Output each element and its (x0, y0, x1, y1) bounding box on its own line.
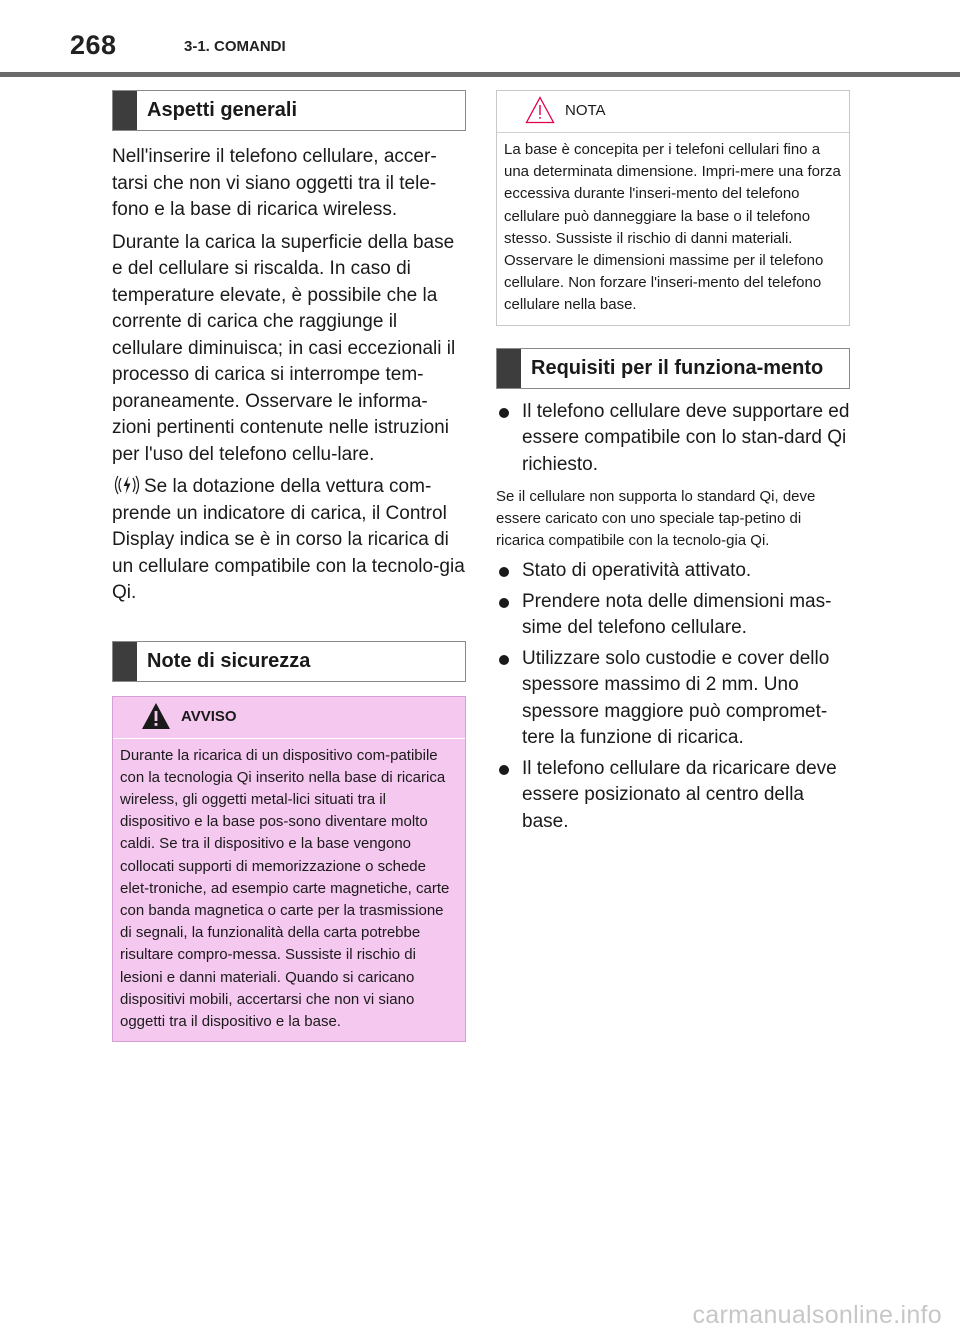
section-heading-requisiti (496, 348, 850, 389)
page-number: 268 (70, 30, 117, 60)
note-header (497, 91, 849, 133)
warning-triangle-icon (141, 702, 171, 730)
warning-text: Durante la ricarica di un dispositivo com-patibile con la tecnologia Qi inserito nella base di ricarica wireless, gli oggetti metal-lici situati tra il dispositivo e la base pos-sono diventare molto caldi. Se tra il dispositivo e la base vengono collocati supporti di memorizzazione o schede elet-troniche, ad esempio carte magnetiche, carte con banda magnetica o carte per la trasmissione di segnali, la funzionalità della carta potrebbe risultare compro-messa. Sussiste il rischio di lesioni e danni materiali. Quando si caricano dispositivi mobili, accertarsi che non vi siano oggetti tra il dispositivo e la base. (120, 746, 450, 1030)
list-item-text: Stato di operatività attivato. (522, 560, 752, 582)
bullet-icon (499, 567, 509, 577)
bullet-icon (499, 655, 509, 665)
list-item-text: Utilizzare solo custodie e cover dello spessore massimo di 2 mm. Uno spessore maggiore può compromet-tere la funzione di ricarica. (522, 647, 830, 749)
requirements-list (496, 399, 850, 479)
paragraph-with-icon (112, 474, 466, 607)
wireless-charging-icon (112, 474, 142, 496)
section-title: Requisiti per il funziona-mento (531, 356, 824, 379)
chapter-title: 3-1. COMANDI (184, 38, 286, 55)
requirements-list (496, 558, 850, 835)
section-bar (113, 91, 137, 130)
paragraph: Durante la carica la superficie della base e del cellulare si riscalda. In caso di temperature elevate, è possibile che la corrente di carica che raggiunge il cellulare diminuisca; in casi eccezionali il processo di carica si interrompe tem-poraneamente. Osservare le informa-zioni pertinenti contenute nelle istruzioni per l'uso del telefono cellu-lare. (112, 231, 456, 465)
right-column (496, 90, 850, 835)
note-box (496, 90, 850, 326)
section-bar (113, 642, 137, 681)
watermark: carmanualsonline.info (692, 1301, 942, 1329)
warning-title: AVVISO (181, 707, 237, 725)
bullet-icon (499, 408, 509, 418)
warning-box (112, 696, 466, 1043)
list-item (496, 646, 850, 752)
caution-triangle-icon (525, 96, 555, 124)
bullet-icon (499, 765, 509, 775)
list-item (496, 558, 850, 585)
list-item (496, 589, 850, 642)
section-heading-aspetti-generali (112, 90, 466, 131)
note-text: La base è concepita per i telefoni cellulari fino a una determinata dimensione. Impri-mere una forza eccessiva durante l'inseri-mento del telefono cellulare può danneggiare la base o il telefono stesso. Sussiste il rischio di danni materiali. Osservare le dimensioni massime per il telefono cellulare. Non forzare l'inseri-mento del telefono cellulare nella base. (504, 141, 841, 314)
warning-header (113, 697, 465, 739)
section-heading-note-di-sicurezza (112, 641, 466, 682)
paragraph: Nell'inserire il telefono cellulare, accer-tarsi che non vi siano oggetti tra il tele-fono e la base di ricarica wireless. (112, 146, 437, 220)
header-rule (0, 72, 960, 77)
paragraph-text: Se la dotazione della vettura com-prende un indicatore di carica, il Control Display indica se è in corso la ricarica di un cellulare compatibile con la tecnolo-gia Qi. (112, 476, 465, 603)
list-item-text: Il telefono cellulare da ricaricare deve essere posizionato al centro della base. (522, 757, 837, 832)
section-title: Aspetti generali (147, 99, 298, 121)
section-bar (497, 349, 521, 388)
section-title: Note di sicurezza (147, 649, 311, 672)
list-item (496, 399, 850, 479)
list-item-text: Prendere nota delle dimensioni mas-sime del telefono cellulare. (522, 590, 832, 639)
left-column (112, 90, 466, 1042)
small-note: Se il cellulare non supporta lo standard Qi, deve essere caricato con uno speciale tap-petino di ricarica compatibile con la tecnolo-gia Qi. (496, 488, 816, 550)
bullet-icon (499, 598, 509, 608)
list-item (496, 756, 850, 836)
note-title: NOTA (565, 102, 606, 119)
list-item-text: Il telefono cellulare deve supportare ed essere compatibile con lo stan-dard Qi richiesto. (522, 400, 850, 475)
